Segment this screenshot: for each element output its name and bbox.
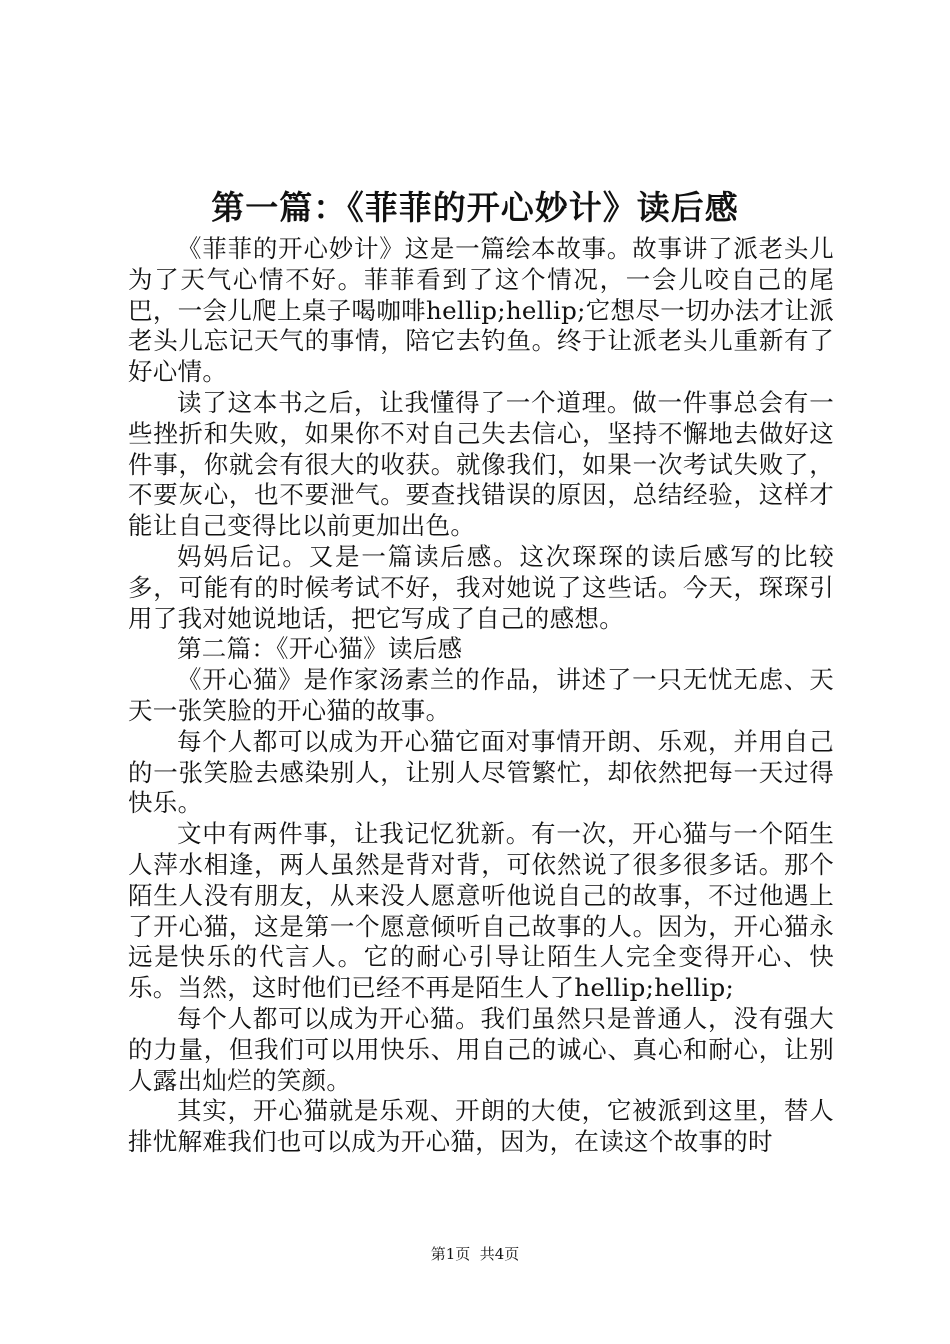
paragraph: 每个人都可以成为开心猫它面对事情开朗、乐观，并用自己的一张笑脸去感染别人，让别人尽管繁忙，却依然把每一天过得快乐。 bbox=[128, 726, 834, 818]
document-body bbox=[128, 234, 834, 1158]
section-heading: 第二篇：《开心猫》读后感 bbox=[177, 634, 463, 664]
document-title: 第一篇：《菲菲的开心妙计》读后感 bbox=[211, 188, 739, 227]
paragraph: 文中有两件事，让我记忆犹新。有一次，开心猫与一个陌生人萍水相逢，两人虽然是背对背，可依然说了很多很多话。那个陌生人没有朋友，从来没人愿意听他说自己的故事，不过他遇上了开心猫，这是第一个愿意倾听自己故事的人。因为，开心猫永远是快乐的代言人。它的耐心引导让陌生人完全变得开心、快乐。当然，这时他们已经不再是陌生人了hellip;hellip; bbox=[128, 819, 834, 1003]
page-footer: 第1页 共4页 bbox=[430, 1245, 520, 1263]
paragraph: 《开心猫》是作家汤素兰的作品，讲述了一只无忧无虑、天天一张笑脸的开心猫的故事。 bbox=[128, 665, 834, 725]
paragraph: 每个人都可以成为开心猫。我们虽然只是普通人，没有强大的力量，但我们可以用快乐、用自己的诚心、真心和耐心，让别人露出灿烂的笑颜。 bbox=[128, 1003, 834, 1095]
paragraph: 读了这本书之后，让我懂得了一个道理。做一件事总会有一些挫折和失败，如果你不对自己失去信心，坚持不懈地去做好这件事，你就会有很大的收获。就像我们，如果一次考试失败了，不要灰心，也不要泄气。要查找错误的原因，总结经验，这样才能让自己变得比以前更加出色。 bbox=[128, 387, 834, 541]
paragraph: 妈妈后记。又是一篇读后感。这次琛琛的读后感写的比较多，可能有的时候考试不好，我对她说了这些话。今天，琛琛引用了我对她说地话，把它写成了自己的感想。 bbox=[128, 541, 834, 633]
paragraph: 《菲菲的开心妙计》这是一篇绘本故事。故事讲了派老头儿为了天气心情不好。菲菲看到了这个情况，一会儿咬自己的尾巴，一会儿爬上桌子喝咖啡hellip;hellip;它想尽一切办法才让派老头儿忘记天气的事情，陪它去钓鱼。终于让派老头儿重新有了好心情。 bbox=[128, 234, 834, 387]
paragraph: 其实，开心猫就是乐观、开朗的大使，它被派到这里，替人排忧解难我们也可以成为开心猫，因为，在读这个故事的时 bbox=[128, 1096, 834, 1157]
